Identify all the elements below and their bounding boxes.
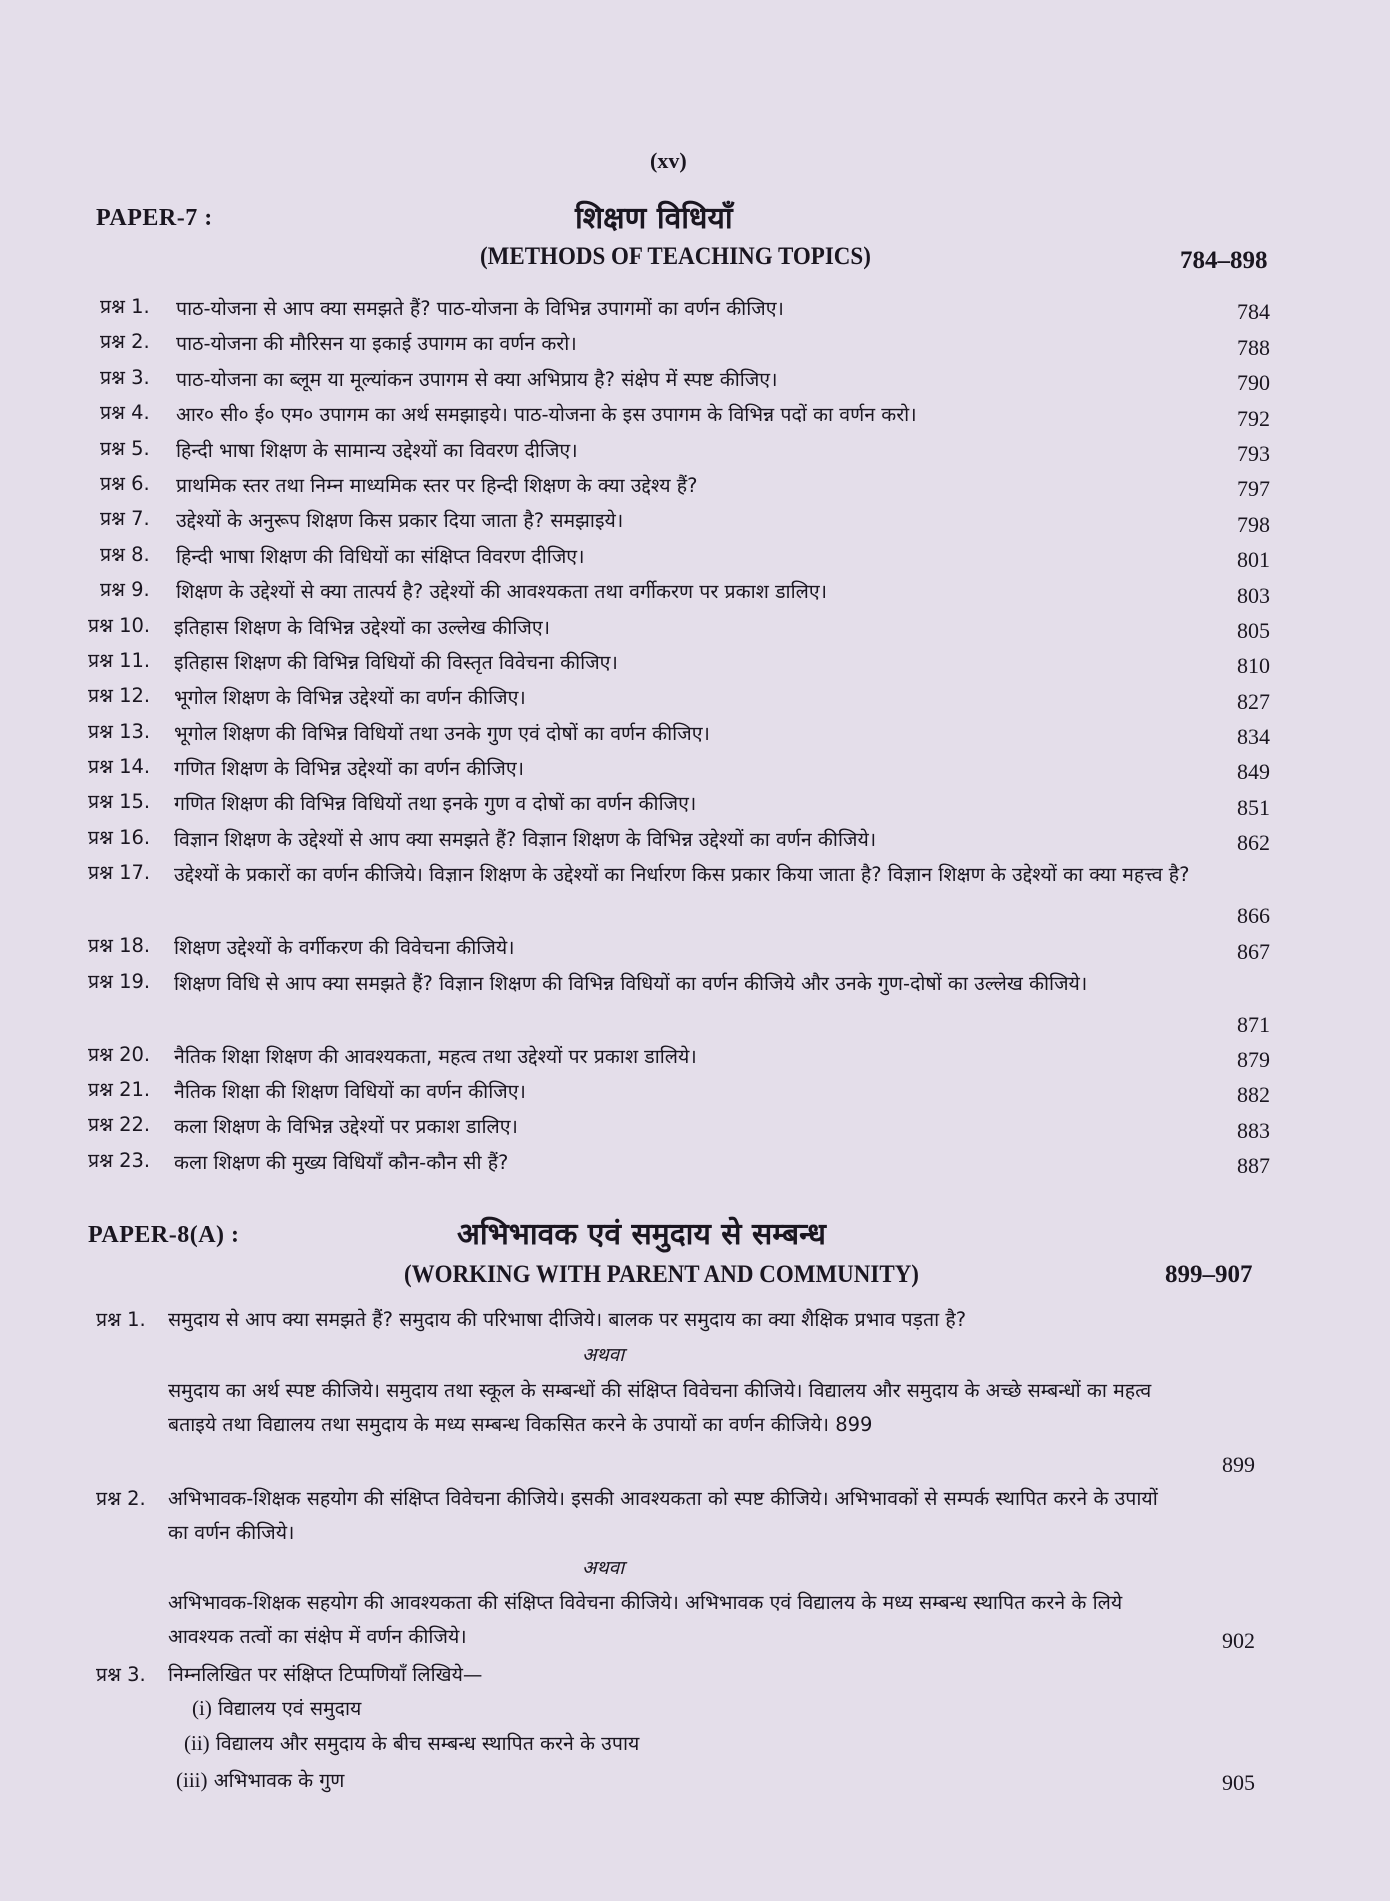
toc-row [88,327,1270,362]
p8a-q3-item-2 [184,1729,639,1756]
item-number: (iii) [176,1768,208,1792]
p8a-q1-or: अथवा [582,1344,625,1366]
question-page: 883 [1237,1117,1270,1143]
question-text: इतिहास शिक्षण की विभिन्न विधियों की विस्तृत विवेचना कीजिए। [174,650,618,674]
question-text: शिक्षण विधि से आप क्या समझते हैं? विज्ञान शिक्षण की विभिन्न विधियों का वर्णन कीजिये और उनके गुण-दोषों का उल्लेख कीजिये। [174,971,1088,995]
question-label: प्रश्न 23. [88,1148,151,1172]
toc-row [88,398,1270,433]
question-label: प्रश्न 7. [100,507,150,531]
question-label: प्रश्न 6. [100,471,150,495]
toc-row [88,967,1270,1040]
question-text: हिन्दी भाषा शिक्षण की विधियों का संक्षिप्त विवरण दीजिए। [176,544,585,568]
question-label: प्रश्न 3. [100,365,150,389]
question-text: गणित शिक्षण की विभिन्न विधियों तथा इनके गुण व दोषों का वर्णन कीजिए। [174,792,697,816]
question-label: प्रश्न 11. [88,648,151,672]
paper8a-title-hindi: अभिभावक एवं समुदाय से सम्बन्ध [457,1217,826,1252]
toc-row [88,575,1270,610]
paper8a-label: PAPER-8(A) : [88,1222,240,1248]
question-text: आर० सी० ई० एम० उपागम का अर्थ समझाइये। पाठ-योजना के इस उपागम के विभिन्न पदों का वर्णन करो। [176,403,917,427]
question-page: 797 [1237,476,1270,502]
question-page: 784 [1237,299,1270,325]
question-text: नैतिक शिक्षा शिक्षण की आवश्यकता, महत्व तथा उद्देश्यों पर प्रकाश डालिये। [174,1044,697,1068]
question-page: 879 [1237,1047,1270,1073]
question-page: 862 [1237,830,1270,856]
question-label: प्रश्न 20. [88,1042,151,1066]
question-label: प्रश्न 18. [88,934,151,958]
p8a-q1-label: प्रश्न 1. [96,1308,146,1331]
p8a-q2-page: 902 [1222,1628,1255,1653]
question-text: शिक्षण उद्देश्यों के वर्गीकरण की विवेचना कीजिये। [174,936,515,960]
p8a-q2-label: प्रश्न 2. [96,1487,146,1510]
item-text: विद्यालय एवं समुदाय [218,1697,362,1720]
toc-row [88,469,1270,504]
paper7-toc [88,292,1270,1181]
toc-row [88,823,1270,858]
question-label: प्रश्न 5. [100,436,150,460]
question-page: 871 [1237,1011,1270,1037]
question-label: प्रश्न 14. [88,755,151,779]
toc-row [88,787,1270,822]
question-label: प्रश्न 9. [100,578,150,602]
question-page: 827 [1237,688,1270,714]
p8a-q1-alt: समुदाय का अर्थ स्पष्ट कीजिये। समुदाय तथा स्कूल के सम्बन्धों की संक्षिप्त विवेचना कीजिये। विद्यालय और समुदाय के अच्छे सम्बन्धों का महत्व बताइये तथा विद्यालय तथा समुदाय के मध्य सम्बन्ध विकसित करने के उपायों का वर्णन कीजिये। 899 [168,1379,1152,1436]
toc-row [88,931,1270,966]
toc-row [88,611,1270,646]
paper8a-title-english: (WORKING WITH PARENT AND COMMUNITY) [404,1261,919,1288]
question-text: भूगोल शिक्षण की विभिन्न विधियों तथा उनके गुण एवं दोषों का वर्णन कीजिए। [174,721,710,745]
question-label: प्रश्न 21. [88,1078,151,1102]
question-text: पाठ-योजना से आप क्या समझते हैं? पाठ-योजना के विभिन्न उपागमों का वर्णन कीजिए। [176,297,784,320]
question-page: 849 [1237,759,1270,785]
toc-row [88,504,1270,539]
question-text: नैतिक शिक्षा की शिक्षण विधियों का वर्णन कीजिए। [174,1080,526,1104]
p8a-q3-label: प्रश्न 3. [96,1663,146,1686]
toc-row [88,1040,1270,1075]
question-page: 810 [1237,653,1270,679]
item-text: अभिभावक के गुण [213,1769,345,1792]
question-page: 788 [1237,334,1270,360]
p8a-q2-or: अथवा [582,1557,625,1579]
question-label: प्रश्न 8. [100,542,150,566]
question-label: प्रश्न 19. [88,969,151,993]
toc-row [88,540,1270,575]
page-number: (xv) [650,148,687,173]
paper7-title-english: (METHODS OF TEACHING TOPICS) [480,243,871,270]
question-label: प्रश्न 1. [100,295,150,318]
question-label: प्रश्न 12. [88,684,151,708]
toc-row [88,646,1270,681]
toc-row [88,681,1270,716]
toc-row [88,717,1270,752]
item-number: (i) [192,1696,212,1720]
question-page: 790 [1237,370,1270,396]
question-page: 866 [1237,903,1270,929]
question-label: प्रश्न 16. [88,825,151,849]
paper7-label: PAPER-7 : [96,205,213,231]
question-text: पाठ-योजना की मौरिसन या इकाई उपागम का वर्णन करो। [176,332,577,356]
question-page: 887 [1237,1153,1270,1179]
question-page: 798 [1237,511,1270,537]
toc-row [88,292,1270,327]
toc-row [88,434,1270,469]
question-page: 803 [1237,582,1270,608]
toc-row [88,1110,1270,1145]
p8a-q3-item-3 [176,1766,344,1793]
question-label: प्रश्न 17. [88,861,151,885]
question-page: 882 [1237,1082,1270,1108]
item-number: (ii) [184,1731,210,1755]
toc-row [88,858,1270,931]
question-label: प्रश्न 22. [88,1113,151,1137]
question-text: इतिहास शिक्षण के विभिन्न उद्देश्यों का उल्लेख कीजिए। [174,615,551,639]
question-text: विज्ञान शिक्षण के उद्देश्यों से आप क्या समझते हैं? विज्ञान शिक्षण के विभिन्न उद्देश्यों का वर्णन कीजिये। [174,827,877,851]
question-text: उद्देश्यों के अनुरूप शिक्षण किस प्रकार दिया जाता है? समझाइये। [176,509,624,533]
question-label: प्रश्न 10. [88,613,151,637]
question-label: प्रश्न 13. [88,719,151,743]
p8a-q1-page: 899 [1222,1452,1255,1477]
question-text: भूगोल शिक्षण के विभिन्न उद्देश्यों का वर्णन कीजिए। [174,686,526,710]
question-label: प्रश्न 4. [100,401,150,425]
p8a-q2-text: अभिभावक-शिक्षक सहयोग की संक्षिप्त विवेचना कीजिये। इसकी आवश्यकता को स्पष्ट कीजिये। अभिभावकों से सम्पर्क स्थापित करने के उपायों का वर्णन कीजिये। [168,1487,1158,1544]
toc-row [88,752,1270,787]
question-label: प्रश्न 15. [88,790,151,814]
question-page: 801 [1237,547,1270,573]
question-text: शिक्षण के उद्देश्यों से क्या तात्पर्य है? उद्देश्यों की आवश्यकता तथा वर्गीकरण पर प्रकाश डालिए। [176,580,828,604]
question-label: प्रश्न 2. [100,330,150,354]
toc-row [88,363,1270,398]
question-text: गणित शिक्षण के विभिन्न उद्देश्यों का वर्णन कीजिए। [174,757,525,781]
paper8a-page-range: 899–907 [1165,1261,1253,1288]
question-page: 867 [1237,938,1270,964]
question-text: कला शिक्षण के विभिन्न उद्देश्यों पर प्रकाश डालिए। [174,1115,518,1139]
p8a-q3-item-1 [192,1694,361,1721]
question-text: प्राथमिक स्तर तथा निम्न माध्यमिक स्तर पर हिन्दी शिक्षण के क्या उद्देश्य हैं? [176,473,698,497]
question-page: 805 [1237,617,1270,643]
question-text: उद्देश्यों के प्रकारों का वर्णन कीजिये। विज्ञान शिक्षण के उद्देश्यों का निर्धारण किस प्रकार किया जाता है? विज्ञान शिक्षण के उद्देश्यों का क्या महत्त्व है? [174,863,1190,887]
toc-row [88,1146,1270,1181]
question-text: हिन्दी भाषा शिक्षण के सामान्य उद्देश्यों का विवरण दीजिए। [176,438,578,462]
p8a-q2-alt: अभिभावक-शिक्षक सहयोग की आवश्यकता की संक्षिप्त विवेचना कीजिये। अभिभावक एवं विद्यालय के मध्य सम्बन्ध स्थापित करने के लिये आवश्यक तत्वों का संक्षेप में वर्णन कीजिये। [168,1591,1123,1648]
p8a-q3-page: 905 [1222,1770,1255,1795]
paper7-page-range: 784–898 [1180,247,1268,274]
question-page: 793 [1237,440,1270,466]
question-page: 834 [1237,724,1270,750]
paper7-title-hindi: शिक्षण विधियाँ [575,201,733,236]
toc-row [88,1075,1270,1110]
item-text: विद्यालय और समुदाय के बीच सम्बन्ध स्थापित करने के उपाय [215,1732,640,1755]
question-text: पाठ-योजना का ब्लूम या मूल्यांकन उपागम से क्या अभिप्राय है? संक्षेप में स्पष्ट कीजिए। [176,367,778,391]
question-page: 851 [1237,794,1270,820]
question-text: कला शिक्षण की मुख्य विधियाँ कौन-कौन सी हैं? [174,1150,509,1174]
p8a-q1-text: समुदाय से आप क्या समझते हैं? समुदाय की परिभाषा दीजिये। बालक पर समुदाय का क्या शैक्षिक प्रभाव पड़ता है? [168,1308,967,1331]
question-page: 792 [1237,405,1270,431]
p8a-q3-text: निम्नलिखित पर संक्षिप्त टिप्पणियाँ लिखिये— [168,1663,483,1686]
